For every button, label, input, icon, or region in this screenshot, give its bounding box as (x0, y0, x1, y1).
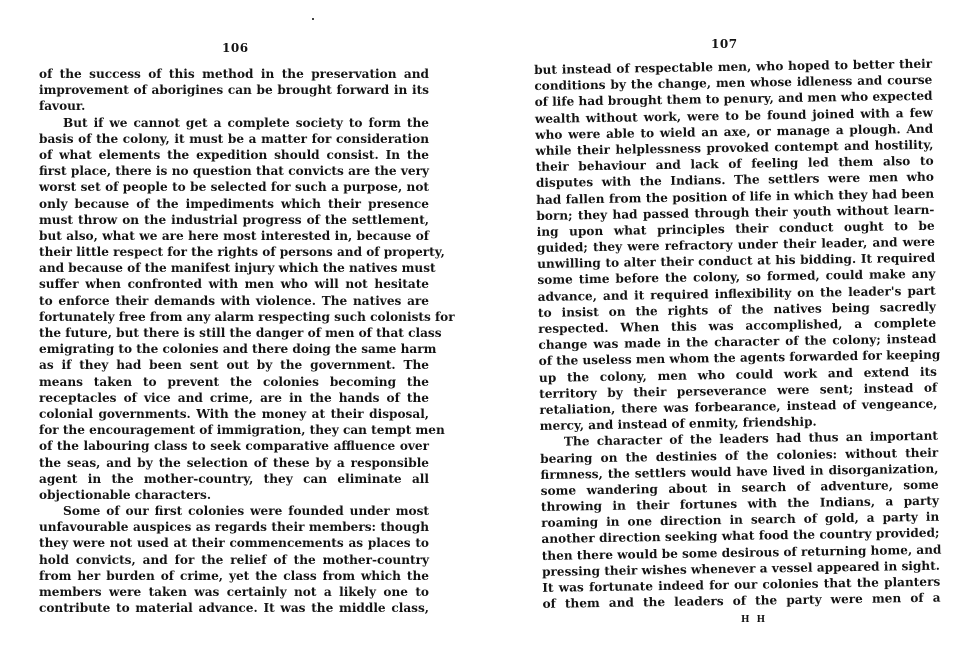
text-line: throwing in their fortunes with the Indians, a party (540, 493, 940, 515)
text-line: their little respect for the rights of persons and of property, (39, 245, 445, 260)
text-line: while their helplessness provoked contempt and hostility, (535, 137, 934, 158)
text-line: suffer when confronted with men who will not hesitate (39, 277, 429, 292)
text-line: receptacles of vice and crime, are in the hands of the (39, 390, 429, 405)
text-line: ing upon what principles their conduct ought to be (536, 218, 935, 239)
text-line: means taken to prevent the colonies becoming the (39, 374, 429, 389)
text-line: some time before the colony, so formed, could make any (537, 267, 936, 288)
text-line: basis of the colony, it must be a matter for consideration (39, 131, 429, 146)
page-number-left: 106 (222, 41, 249, 55)
text-line: for the encouragement of immigration, they can tempt men (39, 423, 445, 438)
text-line: retaliation, there was forbearance, instead of vengeance, (539, 396, 938, 417)
text-line: to enforce their demands with violence. The natives are (39, 293, 429, 308)
text-line: of them and the leaders of the party were men of a (542, 590, 941, 612)
text-line: their behaviour and lack of feeling led them also to (535, 153, 934, 175)
text-line: bearing on the destinies of the colonies: without their (540, 445, 939, 466)
text-line: respected. When this was accomplished, a complete (538, 315, 937, 336)
text-line: wealth without work, were to be found joined with a few (534, 105, 933, 126)
text-line: worst set of people to be selected for such a purpose, not (39, 180, 429, 195)
text-line: the future, but there is still the danger of men of that class (39, 326, 442, 340)
text-line: improvement of aborigines can be brought forward in its (39, 83, 429, 98)
text-line: only because of the impediments which their presence (39, 196, 429, 211)
text-line: The character of the leaders had thus an important (563, 429, 939, 449)
text-line: who were able to wield an axe, or manage a plough. And (535, 121, 934, 142)
text-line: must throw on the industrial progress of the settlement, (39, 212, 429, 227)
text-line: fortunately free from any alarm respecting such colonists for (39, 309, 455, 324)
text-line: some wandering about in search of adventure, some (540, 477, 939, 498)
text-line: favour. (39, 99, 86, 114)
text-line: Some of our first colonies were founded under most (63, 504, 429, 519)
text-line: of the success of this method in the preservation and (39, 67, 429, 81)
text-line: advance, and it required inflexibility on the leader's part (537, 283, 936, 304)
text-line: change was made in the character of the colony; instead (538, 331, 937, 353)
text-line: guided; they were refractory under their leader, and were (536, 234, 935, 256)
text-line: pressing their wishes whenever a vessel appeared in sight. (541, 558, 941, 579)
text-line: mercy, and instead of enmity, friendship. (539, 414, 817, 434)
right-page (490, 0, 980, 666)
text-line: they were not used at their commencements as places to (39, 536, 429, 551)
text-line: born; they had passed through their youth without learn- (536, 202, 935, 223)
text-line: of what elements the expedition should consist. In the (39, 147, 429, 162)
text-line: of the useless men whom the agents forwarded for keeping (538, 348, 941, 369)
text-line: emigrating to the colonies and there doing the same harm (39, 342, 437, 357)
signature-mark: H H (741, 615, 768, 625)
text-line: members were taken was certainly not a likely one to (39, 585, 429, 599)
text-line: but instead of respectable men, who hoped to better their (534, 56, 933, 77)
text-line: unfavourable auspices as regards their members: though (39, 520, 429, 535)
text-line: contribute to material advance. It was the middle class, (39, 601, 429, 616)
page-number-right: 107 (711, 37, 738, 51)
text-line: then there would be some desirous of returning home, and (541, 542, 942, 563)
text-line: from her burden of crime, yet the class from which the (39, 568, 429, 583)
text-line: colonial governments. With the money at their disposal, (39, 406, 429, 421)
text-line: disputes with the Indians. The settlers were men who (535, 170, 934, 191)
text-line: up the colony, men who could work and extend its (538, 364, 938, 385)
text-line: unwilling to alter their conduct at his bidding. It required (537, 250, 936, 272)
text-line: another direction seeking what food the country provided; (541, 526, 940, 547)
text-line: But if we cannot get a complete society to form the (63, 115, 429, 130)
text-line: agent in the mother-country, they can eliminate all (39, 471, 429, 486)
text-line: of life had brought them to penury, and men who expected (534, 89, 933, 110)
text-line: but also, what we are here most interested in, because of (39, 228, 429, 243)
text-line: and because of the manifest injury which the natives must (39, 261, 436, 276)
text-line: had fallen from the position of life in which they had been (536, 186, 935, 207)
text-line: the seas, and by the selection of these by a responsible (39, 455, 429, 470)
left-page-text (39, 66, 455, 616)
text-line: conditions by the change, men whose idleness and course (534, 72, 933, 94)
right-page-text (534, 56, 941, 613)
text-line: as if they had been sent out by the government. The (39, 358, 429, 373)
text-line: territory by their perseverance were sent; instead of (539, 380, 938, 401)
text-line: objectionable characters. (39, 487, 212, 502)
text-line: firmness, the settlers would have lived in disorganization, (540, 461, 939, 482)
text-line: to insist on the rights of the natives being sacredly (537, 299, 937, 320)
text-line: first place, there is no question that convicts are the very (39, 164, 429, 179)
text-line: hold convicts, and for the relief of the mother-country (39, 552, 429, 567)
text-line: roaming in one direction in search of gold, a party in (541, 509, 940, 531)
text-line: of the labouring class to seek comparative affluence over (39, 439, 429, 454)
text-line: It was fortunate indeed for our colonies that the planters (542, 574, 941, 595)
